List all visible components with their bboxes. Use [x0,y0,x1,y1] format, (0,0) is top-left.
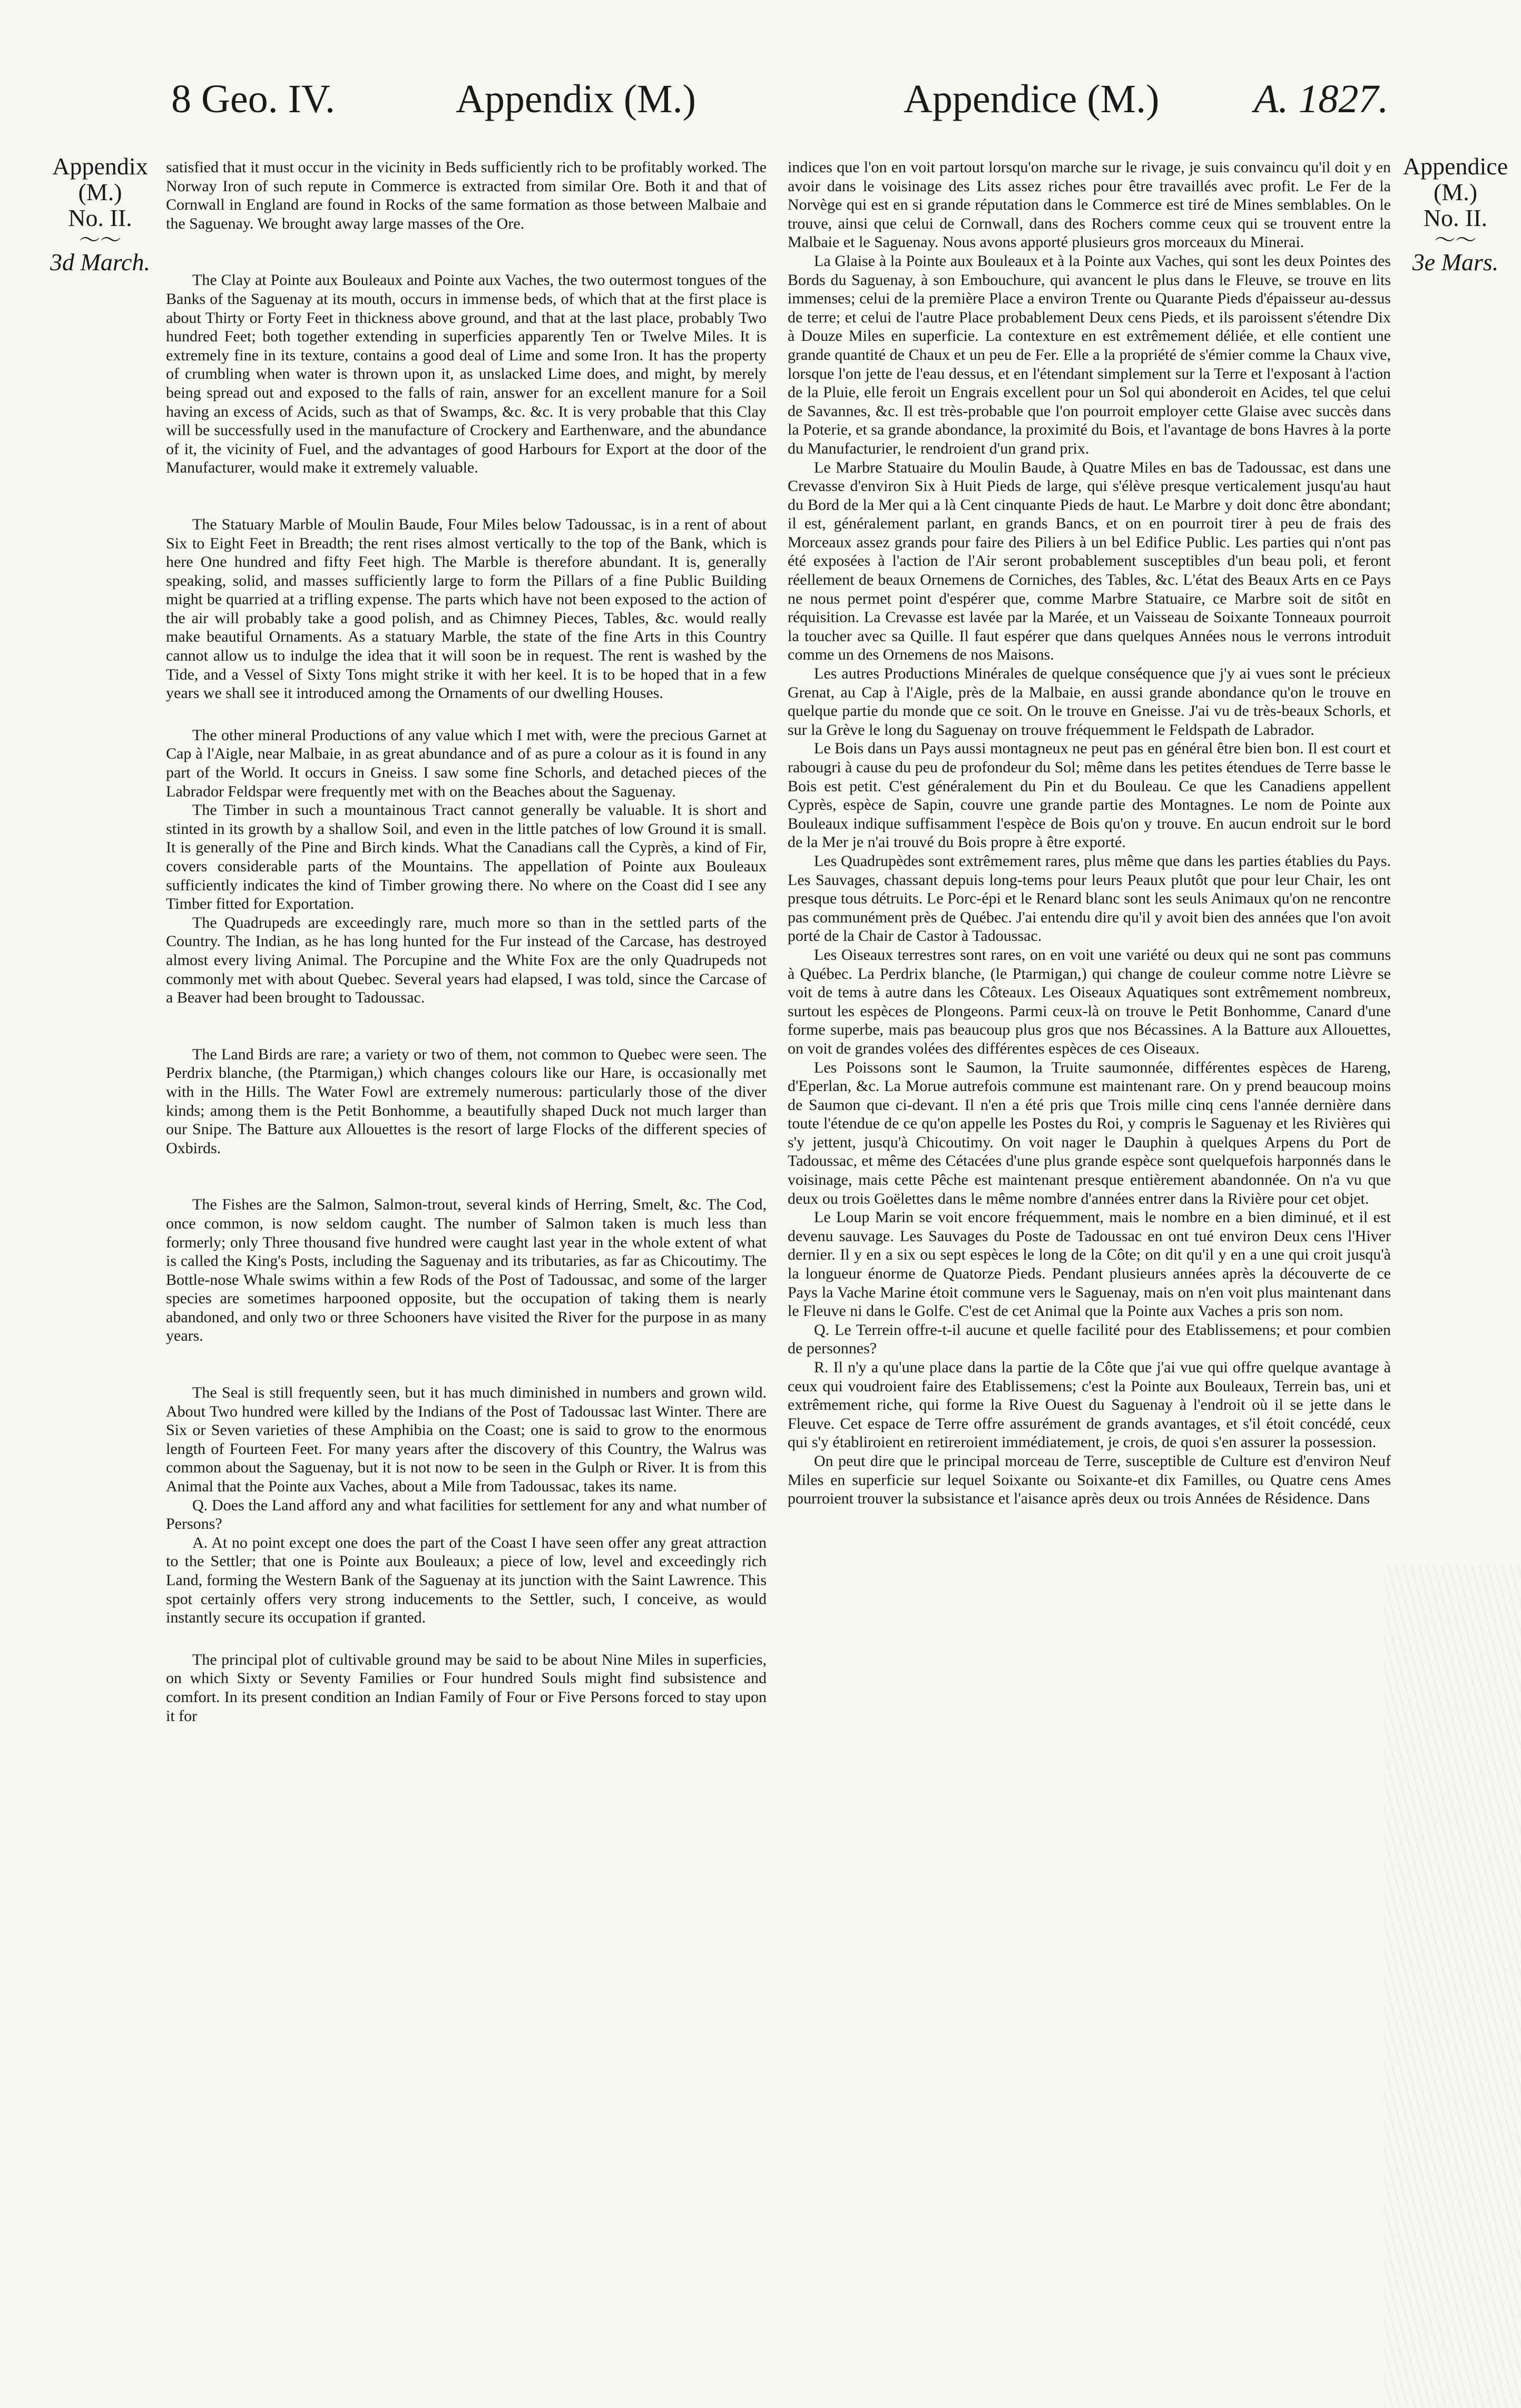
right-margin-appendice: Appendice [1402,153,1508,180]
left-margin-note [45,154,155,276]
left-margin-number: No. II. [68,204,132,231]
left-margin-date: 3d March. [50,249,150,276]
en-paragraph-cultivable-ground: The principal plot of cultivable ground may be said to be about Nine Miles in superficies, on which Sixty or Seventy Families or Four hundred Souls might find subsistence and comfort. In its present condition an Indian Family of Four or Five Persons forced to stay upon it for [166,1650,767,1725]
fr-paragraph-cultivable-ground: On peut dire que le principal morceau de Terre, susceptible de Culture est d'environ Neuf Miles en superficie sur lequel Soixante ou Soixante-et dix Familles, ou Quatre cens Ames pourroient trouver la subsistance et l'aisance après deux ou trois Années de Résidence. Dans [788,1452,1391,1508]
left-margin-appendix: Appendix [52,153,148,180]
left-margin-flourish-icon: 〜〜 [79,228,121,252]
fr-paragraph-fishes: Les Poissons sont le Saumon, la Truite saumonnée, différentes espèces de Hareng, d'Eperlan, &c. La Morue autrefois commune est maintenant rare. On y prend beaucoup moins de Saumon que ci-devant. Il n'en a été pris que Trois mille cinq cens l'année dernière dans toute l'étendue de ce qu'on appelle les Postes du Roi, y compris le Saguenay et les Rivières qui s'y jettent, jusqu'à Chicoutimy. On voit nager le Dauphin à quelques Arpens du Port de Tadoussac, et même des Cétacées d'une plus grande espèce sont quelquefois harponnés dans le voisinage, mais cette Pêche est maintenant presque entièrement abandonnée. On n'a vu que deux ou trois Goëlettes dans le même nombre d'années entrer dans la Rivière pour cet objet. [788,1058,1391,1207]
fr-paragraph-seal: Le Loup Marin se voit encore fréquemment, mais le nombre en a bien diminué, et il est devenu sauvage. Les Sauvages du Poste de Tadoussac en ont tué environ Deux cens l'Hiver dernier. Il y en a six ou sept espèces le long de la Côte; on dit qu'il y en a une qui croit jusqu'à la longueur énorme de Quatorze Pieds. Pendant plusieurs années après la découverte de ce Pays la Vache Marine étoit commune vers le Saguenay, mais on n'en voit plus maintenant dans le Fleuve ni dans le Golfe. C'est de cet Animal que la Pointe aux Vaches a pris son nom. [788,1208,1391,1320]
en-paragraph-land-birds: The Land Birds are rare; a variety or two of them, not common to Quebec were seen. The Perdrix blanche, (the Ptarmigan,) which changes colours like our Hare, is occasionally met with in the Hills. The Water Fowl are extremely numerous: particularly those of the diver kinds; among them is the Petit Bonhomme, a beautifully shaped Duck not much larger than our Snipe. The Batture aux Allouettes is the resort of large Flocks of the different species of Oxbirds. [166,1045,767,1157]
en-paragraph-quadrupeds: The Quadrupeds are exceedingly rare, much more so than in the settled parts of the Country. The Indian, as he has long hunted for the Fur instead of the Carcase, has destroyed almost every living Animal. The Porcupine and the White Fox are the only Quadrupeds not commonly met with about Quebec. Several years had elapsed, I was told, since the Carcase of a Beaver had been brought to Tadoussac. [166,913,767,1007]
header-appendix-fr: Appendice (M.) [904,77,1160,121]
fr-answer: R. Il n'y a qu'une place dans la partie de la Côte que j'ai vue qui offre quelque avantage à ceux qui voudroient faire des Etablissemens; c'est la Pointe aux Bouleaux, Terrein bas, uni et extrêmement riche, qui forme la Rive Ouest du Saguenay à l'endroit où il se jette dans le Fleuve. Cet espace de Terre offre assurément de grands avantages, et s'il étoit concédé, ceux qui s'y établiroient en retireroient immédiatement, je crois, de quoi s'en assurer la possession. [788,1359,1391,1451]
left-margin-m: (M.) [78,178,122,205]
header-year: A. 1827. [1254,77,1389,121]
en-paragraph-clay: The Clay at Pointe aux Bouleaux and Pointe aux Vaches, the two outermost tongues of the Banks of the Saguenay at its mouth, occurs in immense beds, of which that at the first place is about Thirty or Forty Feet in thickness above ground, and that at the last place, probably Two hundred Feet; both together extending in superficies apparently Ten or Twelve Miles. It is extremely fine in its texture, contains a good deal of Lime and some Iron. It has the property of crumbling when water is thrown upon it, as unslacked Lime does, and might, by merely being spread out and exposed to the falls of rain, answer for an excellent manure for a Soil having an excess of Acids, such as that of Swamps, &c. &c. It is very probable that this Clay will be successfully used in the manufacture of Crockery and Earthenware, and the abundance of it, the vicinity of Fuel, and the advantages of good Harbours for Export at the door of the Manufacturer, would make it extremely valuable. [166,271,767,477]
en-paragraph-minerals: The other mineral Productions of any value which I met with, were the precious Garnet at Cap à l'Aigle, near Malbaie, in as great abundance and of as pure a colour as it is found in any part of the World. It occurs in Gneiss. I saw some fine Schorls, and detached pieces of the Labrador Feldspar were frequently met with on the Beaches about the Saguenay. [166,726,767,800]
running-header [121,79,1400,148]
right-margin-note [1399,154,1512,276]
en-paragraph-seal: The Seal is still frequently seen, but it has much diminished in numbers and grown wild. About Two hundred were killed by the Indians of the Post of Tadoussac last Winter. There are Six or Seven varieties of these Amphibia on the Coast; one is said to grow to the enormous length of Fourteen Feet. For many years after the discovery of this Country, the Walrus was common about the Saguenay, but it is not now to be seen in the Gulph or River. It is from this Animal that the Pointe aux Vaches, about a Mile from Tadoussac, takes its name. [166,1384,767,1496]
fr-paragraph-quadrupeds: Les Quadrupèdes sont extrêmement rares, plus même que dans les parties établies du Pays. Les Sauvages, chassant depuis long-tems pour leurs Peaux plutôt que pour leur Chair, les ont presque tous détruits. Le Porc-épi et le Renard blanc sont les seuls Animaux qu'on ne rencontre pas communément près de Québec. J'ai entendu dire qu'il y avoit bien des années que l'on avoit porté de la Chair de Castor à Tadoussac. [788,852,1391,945]
fr-paragraph-land-birds: Les Oiseaux terrestres sont rares, on en voit une variété ou deux qui ne sont pas communs à Québec. La Perdrix blanche, (le Ptarmigan,) qui change de couleur comme notre Lièvre se voit de tems à autre dans les Côteaux. Les Oiseaux Aquatiques sont extrêmement nombreux, surtout les espèces de Plongeons. Parmi ceux-là on trouve le Petit Bonhomme, Canard d'une forme superbe, mais pas beaucoup plus gros que nos Bécassines. A la Batture aux Allouettes, on voit de grandes volées des différentes espèces de ces Oiseaux. [788,946,1391,1057]
english-column [166,158,767,1725]
en-paragraph-marble: The Statuary Marble of Moulin Baude, Four Miles below Tadoussac, is in a rent of about Six to Eight Feet in Breadth; the rent rises almost vertically to the top of the Bank, which is here One hundred and fifty Feet high. The Marble is therefore abundant. It is, generally speaking, solid, and masses sufficiently large to form the Pillars of a fine Public Building might be quarried at a trifling expense. The parts which have not been exposed to the action of the air will probably take a good polish, and as Chimney Pieces, Tables, &c. would really make beautiful Ornaments. As a statuary Marble, the state of the fine Arts in this Country cannot allow us to indulge the idea that it will soon be in request. The rent is washed by the Tide, and a Vessel of Sixty Tons might strike it with her keel. It is to be hoped that in a few years we shall see it introduced among the Ornaments of our dwelling Houses. [166,515,767,702]
right-margin-number: No. II. [1423,204,1488,231]
en-paragraph-timber: The Timber in such a mountainous Tract cannot generally be valuable. It is short and stinted in its growth by a shallow Soil, and even in the little patches of low Ground it is small. It is generally of the Pine and Birch kinds. What the Canadians call the Cyprès, a kind of Fir, covers considerable parts of the Mountains. The appellation of Pointe aux Bouleaux sufficiently indicates the kind of Timber growing there. No where on the Coast did I see any Timber fitted for Exportation. [166,801,767,913]
fr-paragraph-minerals: Les autres Productions Minérales de quelque conséquence que j'y ai vues sont le précieux Grenat, au Cap à l'Aigle, près de la Malbaie, en aussi grande abondance qu'on le trouve en quelque partie du monde que ce soit. On le trouve en Gneisse. J'ai vu de très-beaux Schorls, et sur la Grève le long du Saguenay on trouve fréquemment le Feldspath de Labrador. [788,665,1391,739]
fr-paragraph-iron-ore: indices que l'on en voit partout lorsqu'on marche sur le rivage, je suis convaincu qu'il doit y en avoir dans le voisinage des Lits assez riches pour être travaillés avec profit. Le Fer de la Norvège qui est en si grande réputation dans le Commerce est tiré de Mines semblables. On le trouve, ainsi que celui de Cornwall, dans des Rochers comme ceux qui se trouvent entre la Malbaie et le Saguenay. Nous avons apporté plusieurs gros morceaux du Minerai. [788,159,1391,251]
paper-wear [1384,1565,1521,2408]
right-margin-m: (M.) [1433,178,1478,205]
en-paragraph-iron-ore: satisfied that it must occur in the vicinity in Beds sufficiently rich to be profitably worked. The Norway Iron of such repute in Commerce is extracted from similar Ore. Both it and that of Cornwall in England are found in Rocks of the same formation as those between Malbaie and the Saguenay. We brought away large masses of the Ore. [166,159,767,232]
fr-paragraph-timber: Le Bois dans un Pays aussi montagneux ne peut pas en général être bien bon. Il est court et rabougri à cause du peu de profondeur du Sol; même dans les petites étendues de Terre basse le Bois est petit. C'est généralement du Pin et du Bouleau. Ce que les Canadiens appellent Cyprès, espèce de Sapin, couvre une grande partie des Montagnes. Le nom de Pointe aux Bouleaux indique suffisamment l'espèce de Bois qu'on y trouve. En aucun endroit sur le bord de la Mer je n'ai trouvé du Bois propre à être exporté. [788,740,1391,851]
fr-question: Q. Le Terrein offre-t-il aucune et quelle facilité pour des Etablissemens; et pour combien de personnes? [788,1321,1391,1358]
header-regnal-year: 8 Geo. IV. [171,77,336,121]
fr-paragraph-marble: Le Marbre Statuaire du Moulin Baude, à Quatre Miles en bas de Tadoussac, est dans une Crevasse d'environ Six à Huit Pieds de large, qui s'élève presque verticalement jusqu'au haut du Bord de la Mer qui a là Cent cinquante Pieds de haut. Le Marbre y doit donc être abondant; il est, généralement parlant, en grands Bancs, et on en pourroit tirer à peu de frais des Morceaux assez grands pour faire des Piliers à un bel Edifice Public. Les parties qui n'ont pas été exposées à l'action de l'Air seront probablement susceptibles d'un beau poli, et feront réellement de beaux Ornemens de Corniches, des Tables, &c. L'état des Beaux Arts en ce Pays ne nous permet point d'espérer que, comme Marbre Statuaire, ce Marbre soit de sitôt en réquisition. La Crevasse est lavée par la Marée, et un Vaisseau de Soixante Tonneaux pourroit la toucher avec sa Quille. Il faut espérer que dans quelques Années nous le verrons introduit comme un des Ornemens de nos Maisons. [788,458,1391,664]
header-appendix-en: Appendix (M.) [456,77,696,121]
en-question: Q. Does the Land afford any and what facilities for settlement for any and what number of Persons? [166,1496,767,1533]
fr-paragraph-clay: La Glaise à la Pointe aux Bouleaux et à la Pointe aux Vaches, qui sont les deux Pointes des Bords du Saguenay, à son Embouchure, qui avancent le plus dans le Fleuve, se trouve en lits immenses; celui de la première Place a environ Trente ou Quarante Pieds d'épaisseur au-dessus de terre; et celui de l'autre Place probablement Deux cens Pieds, et ils paroissent s'étendre Dix à Douze Miles en superficie. La contexture en est extrêmement déliée, et elle contient une grande quantité de Chaux et un peu de Fer. Elle a la propriété de s'émier comme la Chaux vive, lorsque l'on jette de l'eau dessus, et en l'étendant simplement sur la Terre et l'exposant à l'action de la Pluie, elle feroit un Engrais excellent pour un Sol qui abonderoit en Acides, tel que celui de Savannes, &c. Il est très-probable que l'on pourroit employer cette Glaise avec succès dans la Poterie, et sa grande abondance, la proximité du Bois, et l'avantage de bons Havres à la porte du Manufacturier, le rendroient d'un grand prix. [788,252,1391,457]
right-margin-date: 3e Mars. [1412,249,1499,276]
en-paragraph-fishes: The Fishes are the Salmon, Salmon-trout, several kinds of Herring, Smelt, &c. The Cod, once common, is now seldom caught. The number of Salmon taken is much less than formerly; only Three thousand five hundred were caught last year in the whole extent of what is called the King's Posts, including the Saguenay and its tributaries, as far as Chicoutimy. The Bottle-nose Whale swims within a few Rods of the Post of Tadoussac, and some of the larger species are sometimes harpooned opposite, but the occupation of taking them is nearly abandoned, and only two or three Schooners have visited the River for the purpose in as many years. [166,1196,767,1345]
en-answer: A. At no point except one does the part of the Coast I have seen offer any great attraction to the Settler; that one is Pointe aux Bouleaux; a piece of low, level and exceedingly rich Land, forming the Western Bank of the Saguenay at its junction with the Saint Lawrence. This spot certainly offers very strong inducements to the Settler, such, I conceive, as would instantly secure its occupation if granted. [166,1534,767,1627]
french-column [788,158,1391,1508]
right-margin-flourish-icon: 〜〜 [1434,228,1477,252]
